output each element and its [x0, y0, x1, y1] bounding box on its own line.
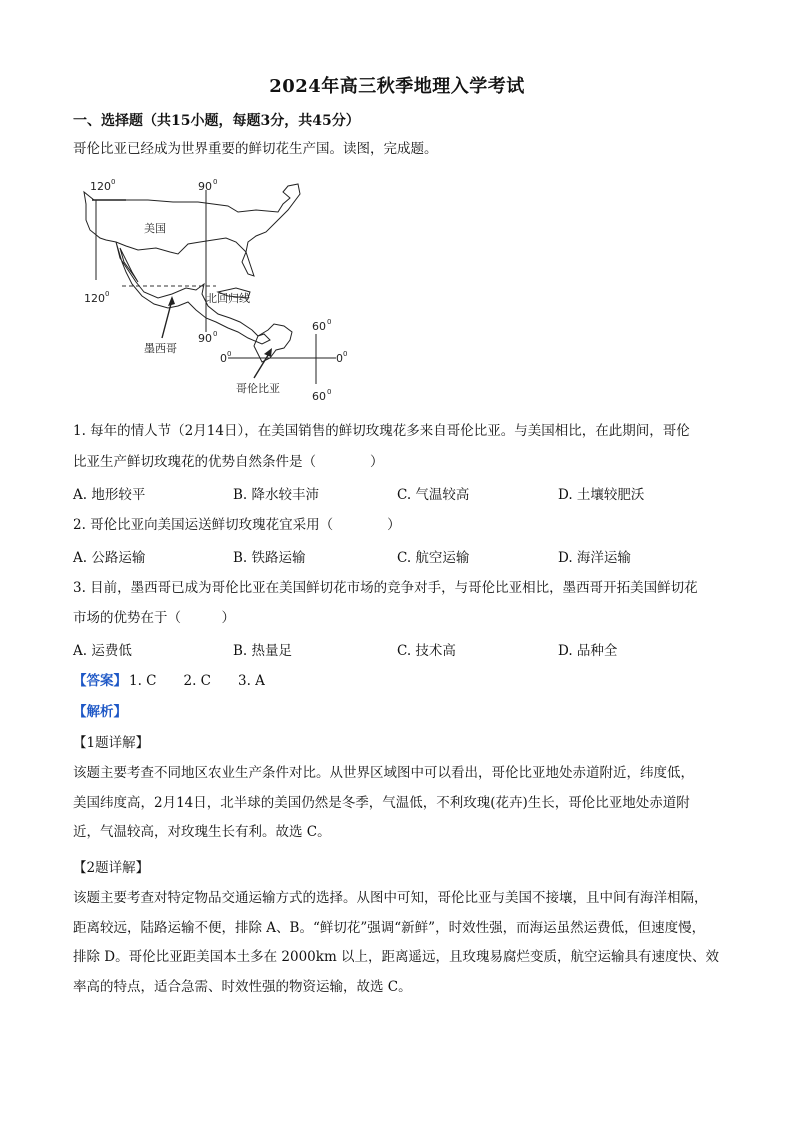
question-3-line1: 3. 目前，墨西哥已成为哥伦比亚在美国鲜切花市场的竞争对手，与哥伦比亚相比，墨西哥开拓美国鲜切花: [73, 580, 698, 596]
answer-tag: 【答案】: [73, 673, 127, 689]
label-usa: 美国: [144, 222, 166, 235]
label-0-left: 0: [220, 352, 227, 365]
q1-option-b: B. 降水较丰沛: [233, 487, 320, 503]
answer-values: 1. C 2. C 3. A: [129, 673, 265, 689]
colombia-arrowhead: [264, 348, 272, 357]
question-1-line1: 1. 每年的情人节（2月14日），在美国销售的鲜切玫瑰花多来自哥伦比亚。与美国相比，在此期间，哥伦: [73, 423, 690, 439]
answer-line: [73, 670, 733, 692]
label-90-bottom: 90: [198, 332, 212, 345]
label-120-top: 120: [90, 180, 111, 193]
label-60-bottom-deg: 0: [327, 388, 332, 396]
q1-option-d: D. 土壤较肥沃: [558, 487, 645, 503]
detail-1-body: [73, 759, 721, 848]
q3-option-b: B. 热量足: [233, 643, 293, 659]
q3-option-c: C. 技术高: [397, 643, 456, 659]
q2-option-a: A. 公路运输: [73, 550, 146, 566]
label-0-right: 0: [336, 352, 343, 365]
detail-1-line: 近，气温较高，对玫瑰生长有利。故选 C。: [73, 824, 331, 840]
label-90-bottom-deg: 0: [213, 330, 218, 338]
q3-option-a: A. 运费低: [73, 643, 132, 659]
florida-outline: [242, 252, 254, 276]
question-3-line2: 市场的优势在于（ ）: [73, 610, 235, 626]
analysis-line: [73, 701, 733, 723]
detail-2-line: 距离较远，陆路运输不便，排除 A、B。“鲜切花”强调“新鲜”，时效性强，而海运虽然运费低，但速度慢，: [73, 919, 706, 936]
q3-option-d: D. 品种全: [558, 643, 618, 659]
label-mexico: 墨西哥: [144, 342, 177, 355]
detail-2-body: [73, 884, 721, 1002]
label-60-bottom: 60: [312, 390, 326, 403]
detail-1-line: 美国纬度高，2月14日，北半球的美国仍然是冬季，气温低，不利玫瑰(花卉)生长，哥伦比亚地处赤道附: [73, 794, 690, 811]
label-60-top-deg: 0: [327, 318, 332, 326]
label-120-bottom: 120: [84, 292, 105, 305]
detail-2-line: 率高的特点，适合急需、时效性强的物资运输，故选 C。: [73, 978, 412, 995]
detail-2-line: 该题主要考查对特定物品交通运输方式的选择。从图中可知，哥伦比亚与美国不接壤，且中间有海洋相隔，: [73, 890, 708, 906]
section-heading: 一、选择题（共15小题，每题3分，共45分）: [73, 113, 360, 129]
label-90-top: 90: [198, 180, 212, 193]
label-0-right-deg: 0: [343, 350, 348, 358]
question-1-line2: 比亚生产鲜切玫瑰花的优势自然条件是（ ）: [73, 454, 384, 470]
q2-option-b: B. 铁路运输: [233, 550, 306, 566]
colombia-arrow: [254, 352, 270, 378]
label-60-top: 60: [312, 320, 326, 333]
label-120-bottom-deg: 0: [105, 290, 110, 298]
exam-title: 2024年高三秋季地理入学考试: [269, 76, 525, 97]
intro-text: 哥伦比亚已经成为世界重要的鲜切花生产国。读图，完成题。: [73, 141, 438, 157]
label-90-top-deg: 0: [213, 178, 218, 186]
label-colombia: 哥伦比亚: [236, 382, 280, 395]
americas-map: [78, 172, 378, 412]
detail-2-line: 排除 D。哥伦比亚距美国本土多在 2000km 以上，距离遥远，且玫瑰易腐烂变质，航空运输具有速度快、效: [73, 949, 720, 965]
mexico-arrow: [162, 300, 172, 338]
label-120-top-deg: 0: [111, 178, 116, 186]
analysis-tag: 【解析】: [73, 704, 127, 720]
q2-option-c: C. 航空运输: [397, 550, 470, 566]
q1-option-a: A. 地形较平: [73, 487, 146, 503]
label-0-left-deg: 0: [227, 350, 232, 358]
question-2-line1: 2. 哥伦比亚向美国运送鲜切玫瑰花宜采用（ ）: [73, 517, 401, 533]
mexico-arrowhead: [168, 296, 175, 306]
q2-option-d: D. 海洋运输: [558, 550, 631, 566]
detail-1-heading: 【1题详解】: [73, 735, 150, 751]
q1-option-c: C. 气温较高: [397, 487, 470, 503]
detail-1-line: 该题主要考查不同地区农业生产条件对比。从世界区域图中可以看出，哥伦比亚地处赤道附近，纬度低，: [73, 765, 694, 781]
label-tropic: 北回归线: [206, 292, 250, 305]
detail-2-heading: 【2题详解】: [73, 860, 150, 876]
